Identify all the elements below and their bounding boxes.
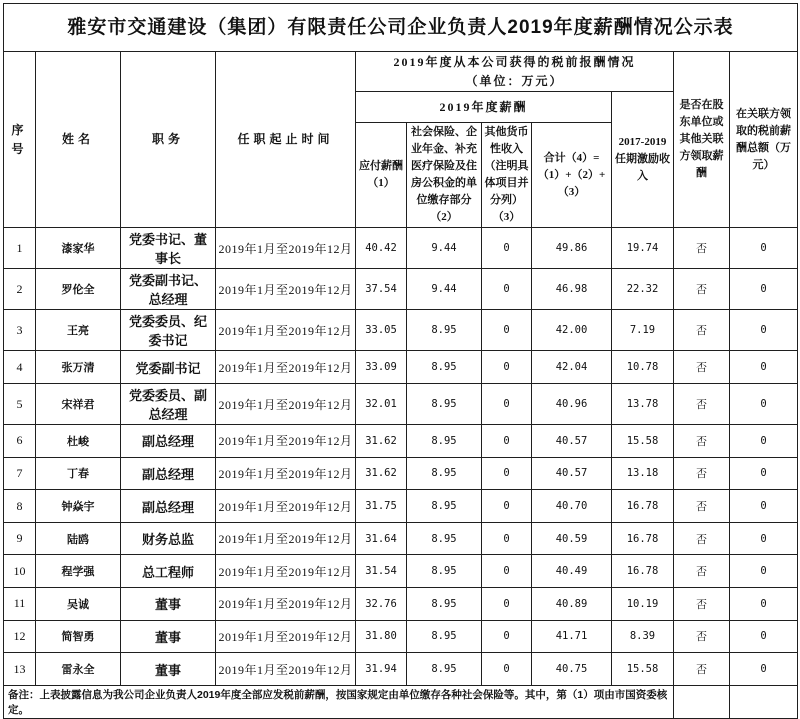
cell-related_amount: 0 (730, 490, 798, 523)
cell-position: 董事 (121, 653, 216, 686)
cell-social: 8.95 (407, 425, 482, 458)
cell-position: 董事 (121, 588, 216, 621)
cell-related_pay: 否 (674, 522, 730, 555)
cell-incentive: 16.78 (612, 555, 674, 588)
header-payable: 应付薪酬（1） (356, 123, 407, 228)
cell-other: 0 (482, 425, 532, 458)
cell-term: 2019年1月至2019年12月 (216, 457, 356, 490)
cell-incentive: 13.18 (612, 457, 674, 490)
cell-payable: 31.54 (356, 555, 407, 588)
cell-name: 钟焱宇 (36, 490, 121, 523)
table-row (4, 228, 798, 269)
cell-term: 2019年1月至2019年12月 (216, 228, 356, 269)
cell-related_amount: 0 (730, 269, 798, 310)
cell-term: 2019年1月至2019年12月 (216, 522, 356, 555)
header-social: 社会保险、企业年金、补充医疗保险及住房公积金的单位缴存部分（2） (407, 123, 482, 228)
cell-total: 40.57 (532, 457, 612, 490)
cell-related_amount: 0 (730, 310, 798, 351)
cell-related_amount: 0 (730, 228, 798, 269)
table-row (4, 425, 798, 458)
page-title: 雅安市交通建设（集团）有限责任公司企业负责人2019年度薪酬情况公示表 (4, 4, 798, 52)
cell-related_amount: 0 (730, 351, 798, 384)
cell-name: 杜峻 (36, 425, 121, 458)
cell-other: 0 (482, 555, 532, 588)
cell-incentive: 10.19 (612, 588, 674, 621)
cell-related_pay: 否 (674, 351, 730, 384)
cell-total: 42.04 (532, 351, 612, 384)
cell-incentive: 8.39 (612, 620, 674, 653)
footer-empty-cell-2 (730, 685, 798, 718)
table-row (4, 653, 798, 686)
table-row (4, 620, 798, 653)
cell-social: 8.95 (407, 457, 482, 490)
cell-name: 漆家华 (36, 228, 121, 269)
cell-related_pay: 否 (674, 490, 730, 523)
cell-total: 49.86 (532, 228, 612, 269)
cell-total: 40.96 (532, 384, 612, 425)
header-related-amount: 在关联方领取的税前薪酬总额（万元） (730, 52, 798, 228)
cell-total: 42.00 (532, 310, 612, 351)
cell-term: 2019年1月至2019年12月 (216, 310, 356, 351)
cell-name: 吴诚 (36, 588, 121, 621)
cell-social: 8.95 (407, 620, 482, 653)
cell-term: 2019年1月至2019年12月 (216, 425, 356, 458)
cell-social: 9.44 (407, 228, 482, 269)
cell-seq: 12 (4, 620, 36, 653)
cell-social: 8.95 (407, 555, 482, 588)
cell-total: 40.57 (532, 425, 612, 458)
cell-total: 46.98 (532, 269, 612, 310)
cell-position: 党委副书记 (121, 351, 216, 384)
table-row (4, 555, 798, 588)
footer-row (4, 685, 798, 718)
cell-seq: 6 (4, 425, 36, 458)
cell-seq: 7 (4, 457, 36, 490)
cell-position: 党委书记、董事长 (121, 228, 216, 269)
header-incentive: 2017-2019任期激励收入 (612, 92, 674, 228)
cell-incentive: 22.32 (612, 269, 674, 310)
cell-position: 副总经理 (121, 425, 216, 458)
cell-related_amount: 0 (730, 555, 798, 588)
cell-seq: 9 (4, 522, 36, 555)
header-group-salary: 2019年度薪酬 (356, 92, 612, 123)
cell-term: 2019年1月至2019年12月 (216, 269, 356, 310)
header-term: 任职起止时间 (216, 52, 356, 228)
cell-related_pay: 否 (674, 588, 730, 621)
cell-term: 2019年1月至2019年12月 (216, 588, 356, 621)
header-related-pay: 是否在股东单位或其他关联方领取薪酬 (674, 52, 730, 228)
cell-total: 40.59 (532, 522, 612, 555)
cell-related_amount: 0 (730, 384, 798, 425)
cell-social: 8.95 (407, 351, 482, 384)
cell-related_pay: 否 (674, 425, 730, 458)
cell-position: 总工程师 (121, 555, 216, 588)
cell-other: 0 (482, 653, 532, 686)
cell-related_pay: 否 (674, 269, 730, 310)
cell-seq: 5 (4, 384, 36, 425)
cell-total: 40.49 (532, 555, 612, 588)
cell-name: 丁春 (36, 457, 121, 490)
table-row (4, 588, 798, 621)
cell-social: 8.95 (407, 588, 482, 621)
cell-related_pay: 否 (674, 384, 730, 425)
cell-name: 雷永全 (36, 653, 121, 686)
cell-name: 张万清 (36, 351, 121, 384)
header-seq: 序号 (4, 52, 36, 228)
cell-payable: 33.05 (356, 310, 407, 351)
cell-related_pay: 否 (674, 620, 730, 653)
cell-payable: 31.80 (356, 620, 407, 653)
cell-social: 8.95 (407, 310, 482, 351)
cell-payable: 33.09 (356, 351, 407, 384)
cell-payable: 32.01 (356, 384, 407, 425)
cell-related_amount: 0 (730, 522, 798, 555)
cell-related_pay: 否 (674, 653, 730, 686)
footer-empty-cell-1 (674, 685, 730, 718)
cell-related_amount: 0 (730, 457, 798, 490)
cell-incentive: 15.58 (612, 653, 674, 686)
cell-position: 副总经理 (121, 490, 216, 523)
table-row (4, 310, 798, 351)
cell-related_amount: 0 (730, 588, 798, 621)
header-group-pretax (356, 52, 674, 92)
table-row (4, 269, 798, 310)
cell-related_pay: 否 (674, 310, 730, 351)
cell-related_pay: 否 (674, 457, 730, 490)
footer-note: 备注：上表披露信息为我公司企业负责人2019年度全部应发税前薪酬，按国家规定由单位缴存各种社会保险等。其中，第（1）项由市国资委核定。 (4, 685, 674, 718)
header-total: 合计（4）=（1）+（2）+（3） (532, 123, 612, 228)
cell-term: 2019年1月至2019年12月 (216, 555, 356, 588)
cell-payable: 31.94 (356, 653, 407, 686)
header-position: 职务 (121, 52, 216, 228)
cell-name: 宋祥君 (36, 384, 121, 425)
cell-other: 0 (482, 490, 532, 523)
header-group-pretax-line2: （单位：万元） (465, 73, 564, 88)
cell-other: 0 (482, 457, 532, 490)
cell-other: 0 (482, 310, 532, 351)
cell-payable: 31.64 (356, 522, 407, 555)
header-row-1 (4, 52, 798, 92)
table-row (4, 490, 798, 523)
table-row (4, 522, 798, 555)
cell-name: 简智勇 (36, 620, 121, 653)
cell-term: 2019年1月至2019年12月 (216, 620, 356, 653)
salary-disclosure-table (3, 3, 798, 719)
table-row (4, 351, 798, 384)
cell-seq: 1 (4, 228, 36, 269)
cell-seq: 4 (4, 351, 36, 384)
cell-related_amount: 0 (730, 425, 798, 458)
cell-other: 0 (482, 522, 532, 555)
cell-social: 8.95 (407, 522, 482, 555)
cell-related_pay: 否 (674, 228, 730, 269)
cell-position: 党委委员、纪委书记 (121, 310, 216, 351)
header-other: 其他货币性收入（注明具体项目并分列）（3） (482, 123, 532, 228)
cell-name: 陆鸥 (36, 522, 121, 555)
cell-payable: 31.62 (356, 457, 407, 490)
cell-other: 0 (482, 620, 532, 653)
cell-total: 40.89 (532, 588, 612, 621)
cell-incentive: 16.78 (612, 522, 674, 555)
cell-incentive: 10.78 (612, 351, 674, 384)
cell-position: 党委副书记、总经理 (121, 269, 216, 310)
header-group-pretax-line1: 2019年度从本公司获得的税前报酬情况 (393, 55, 636, 69)
cell-other: 0 (482, 384, 532, 425)
cell-payable: 40.42 (356, 228, 407, 269)
cell-name: 王亮 (36, 310, 121, 351)
cell-seq: 11 (4, 588, 36, 621)
cell-payable: 32.76 (356, 588, 407, 621)
cell-related_amount: 0 (730, 653, 798, 686)
cell-seq: 3 (4, 310, 36, 351)
cell-term: 2019年1月至2019年12月 (216, 653, 356, 686)
cell-term: 2019年1月至2019年12月 (216, 384, 356, 425)
cell-incentive: 7.19 (612, 310, 674, 351)
cell-seq: 13 (4, 653, 36, 686)
cell-incentive: 16.78 (612, 490, 674, 523)
cell-seq: 8 (4, 490, 36, 523)
cell-term: 2019年1月至2019年12月 (216, 351, 356, 384)
cell-total: 40.70 (532, 490, 612, 523)
cell-position: 党委委员、副总经理 (121, 384, 216, 425)
cell-payable: 31.75 (356, 490, 407, 523)
cell-payable: 37.54 (356, 269, 407, 310)
cell-incentive: 15.58 (612, 425, 674, 458)
cell-social: 8.95 (407, 384, 482, 425)
cell-other: 0 (482, 351, 532, 384)
table-row (4, 457, 798, 490)
cell-payable: 31.62 (356, 425, 407, 458)
cell-seq: 10 (4, 555, 36, 588)
table-row (4, 384, 798, 425)
cell-position: 副总经理 (121, 457, 216, 490)
cell-related_pay: 否 (674, 555, 730, 588)
cell-social: 8.95 (407, 490, 482, 523)
cell-term: 2019年1月至2019年12月 (216, 490, 356, 523)
cell-social: 8.95 (407, 653, 482, 686)
table-body (4, 228, 798, 685)
cell-other: 0 (482, 228, 532, 269)
cell-related_amount: 0 (730, 620, 798, 653)
cell-other: 0 (482, 269, 532, 310)
cell-name: 罗伦全 (36, 269, 121, 310)
cell-other: 0 (482, 588, 532, 621)
cell-incentive: 13.78 (612, 384, 674, 425)
cell-name: 程学强 (36, 555, 121, 588)
cell-total: 40.75 (532, 653, 612, 686)
header-name: 姓名 (36, 52, 121, 228)
cell-incentive: 19.74 (612, 228, 674, 269)
cell-total: 41.71 (532, 620, 612, 653)
cell-position: 财务总监 (121, 522, 216, 555)
cell-seq: 2 (4, 269, 36, 310)
cell-social: 9.44 (407, 269, 482, 310)
cell-position: 董事 (121, 620, 216, 653)
title-row (4, 4, 798, 52)
